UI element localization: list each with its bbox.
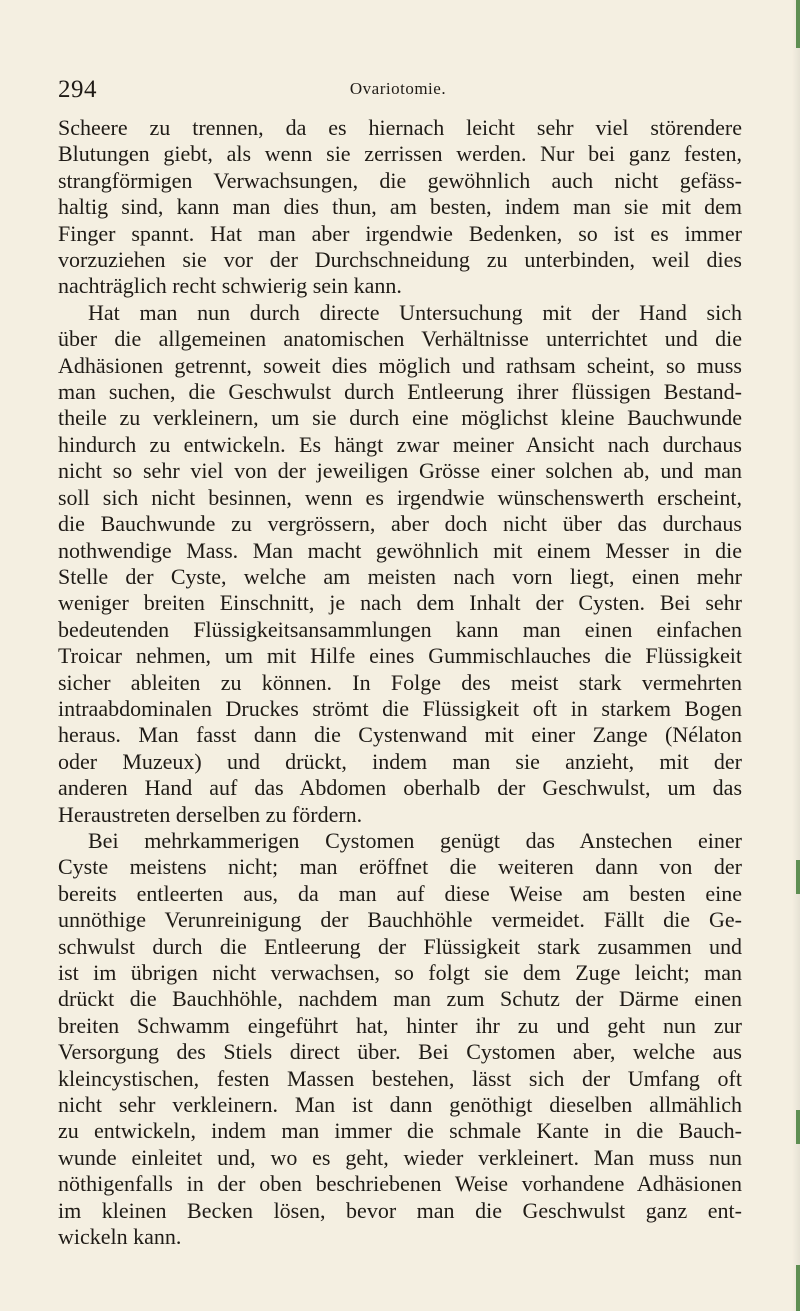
text-line: haltig sind, kann man dies thun, am besten, indem man sie mit dem [58, 194, 742, 220]
text-line: nicht sehr verkleinern. Man ist dann genöthigt dieselben allmählich [58, 1092, 742, 1118]
text-line: Blutungen giebt, als wenn sie zerrissen werden. Nur bei ganz festen, [58, 141, 742, 167]
text-line: wickeln kann. [58, 1224, 182, 1250]
text-line: die Bauchwunde zu vergrössern, aber doch nicht über das durchaus [58, 511, 742, 537]
text-line: wunde einleitet und, wo es geht, wieder verkleinert. Man muss nun [58, 1144, 742, 1170]
text-line: theile zu verkleinern, um sie durch eine möglichst kleine Bauchwunde [58, 405, 742, 431]
text-line: soll sich nicht besinnen, wenn es irgendwie wünschenswerth erscheint, [58, 484, 742, 510]
page-edge-stain [796, 0, 800, 48]
text-line: Scheere zu trennen, da es hiernach leicht sehr viel störendere [58, 115, 742, 140]
text-line: Bei mehrkammerigen Cystomen genügt das Anstechen einer [88, 827, 742, 853]
text-line: Heraustreten derselben zu fördern. [58, 801, 363, 827]
text-line: Versorgung des Stiels direct über. Bei Cystomen aber, welche aus [58, 1039, 742, 1065]
text-line: bedeutenden Flüssigkeitsansammlungen kann man einen einfachen [58, 616, 742, 642]
page-edge-stain [796, 860, 800, 894]
text-line: breiten Schwamm eingeführt hat, hinter ihr zu und geht nun zur [58, 1012, 742, 1038]
text-line: nicht so sehr viel von der jeweiligen Grösse einer solchen ab, und man [58, 458, 742, 484]
text-line: Stelle der Cyste, welche am meisten nach vorn liegt, einen mehr [58, 563, 742, 589]
text-line: unnöthige Verunreinigung der Bauchhöhle vermeidet. Fällt die Ge- [58, 907, 742, 933]
text-line: Cyste meistens nicht; man eröffnet die weiteren dann von der [58, 854, 742, 880]
text-line: kleincystischen, festen Massen bestehen, lässt sich der Umfang oft [58, 1065, 742, 1091]
text-line: weniger breiten Einschnitt, je nach dem Inhalt der Cysten. Bei sehr [58, 590, 742, 616]
page-number: 294 [58, 76, 97, 103]
text-line: nöthigenfalls in der oben beschriebenen Weise vorhandene Adhäsionen [58, 1171, 742, 1197]
body-text [58, 115, 742, 1250]
text-line: intraabdominalen Druckes strömt die Flüssigkeit oft in starkem Bogen [58, 695, 742, 721]
text-line: im kleinen Becken lösen, bevor man die Geschwulst ganz ent- [58, 1197, 742, 1223]
text-line: drückt die Bauchhöhle, nachdem man zum Schutz der Därme einen [58, 986, 742, 1012]
text-line: hindurch zu entwickeln. Es hängt zwar meiner Ansicht nach durchaus [58, 431, 742, 457]
paragraph-3 [58, 828, 742, 1251]
text-line: Finger spannt. Hat man aber irgendwie Bedenken, so ist es immer [58, 220, 742, 246]
text-line: heraus. Man fasst dann die Cystenwand mit einer Zange (Nélaton [58, 722, 742, 748]
page-header [58, 76, 738, 106]
text-line: Troicar nehmen, um mit Hilfe eines Gummischlauches die Flüssigkeit [58, 643, 742, 669]
paragraph-2 [58, 300, 742, 828]
text-line: sicher ableiten zu können. In Folge des meist stark vermehrten [58, 669, 742, 695]
page-edge-stain [796, 1265, 800, 1311]
paragraph-1 [58, 115, 742, 300]
page-edge-stain [796, 1110, 800, 1144]
text-line: anderen Hand auf das Abdomen oberhalb der Geschwulst, um das [58, 775, 742, 801]
text-line: schwulst durch die Entleerung der Flüssigkeit stark zusammen und [58, 933, 742, 959]
text-line: bereits entleerten aus, da man auf diese Weise am besten eine [58, 880, 742, 906]
text-line: zu entwickeln, indem man immer die schmale Kante in die Bauch- [58, 1118, 742, 1144]
text-line: nachträglich recht schwierig sein kann. [58, 273, 402, 299]
text-line: ist im übrigen nicht verwachsen, so folgt sie dem Zuge leicht; man [58, 960, 742, 985]
text-line: strangförmigen Verwachsungen, die gewöhnlich auch nicht gefäss- [58, 167, 742, 193]
text-line: über die allgemeinen anatomischen Verhältnisse unterrichtet und die [58, 326, 742, 352]
text-line: vorzuziehen sie vor der Durchschneidung zu unterbinden, weil dies [58, 247, 742, 273]
running-title: Ovariotomie. [349, 79, 447, 98]
text-line: oder Muzeux) und drückt, indem man sie anzieht, mit der [58, 748, 742, 774]
text-line: Hat man nun durch directe Untersuchung mit der Hand sich [88, 299, 742, 325]
text-line: nothwendige Mass. Man macht gewöhnlich mit einem Messer in die [58, 537, 742, 563]
text-line: Adhäsionen getrennt, soweit dies möglich und rathsam scheint, so muss [58, 352, 742, 378]
text-line: man suchen, die Geschwulst durch Entleerung ihrer flüssigen Bestand- [58, 379, 742, 405]
